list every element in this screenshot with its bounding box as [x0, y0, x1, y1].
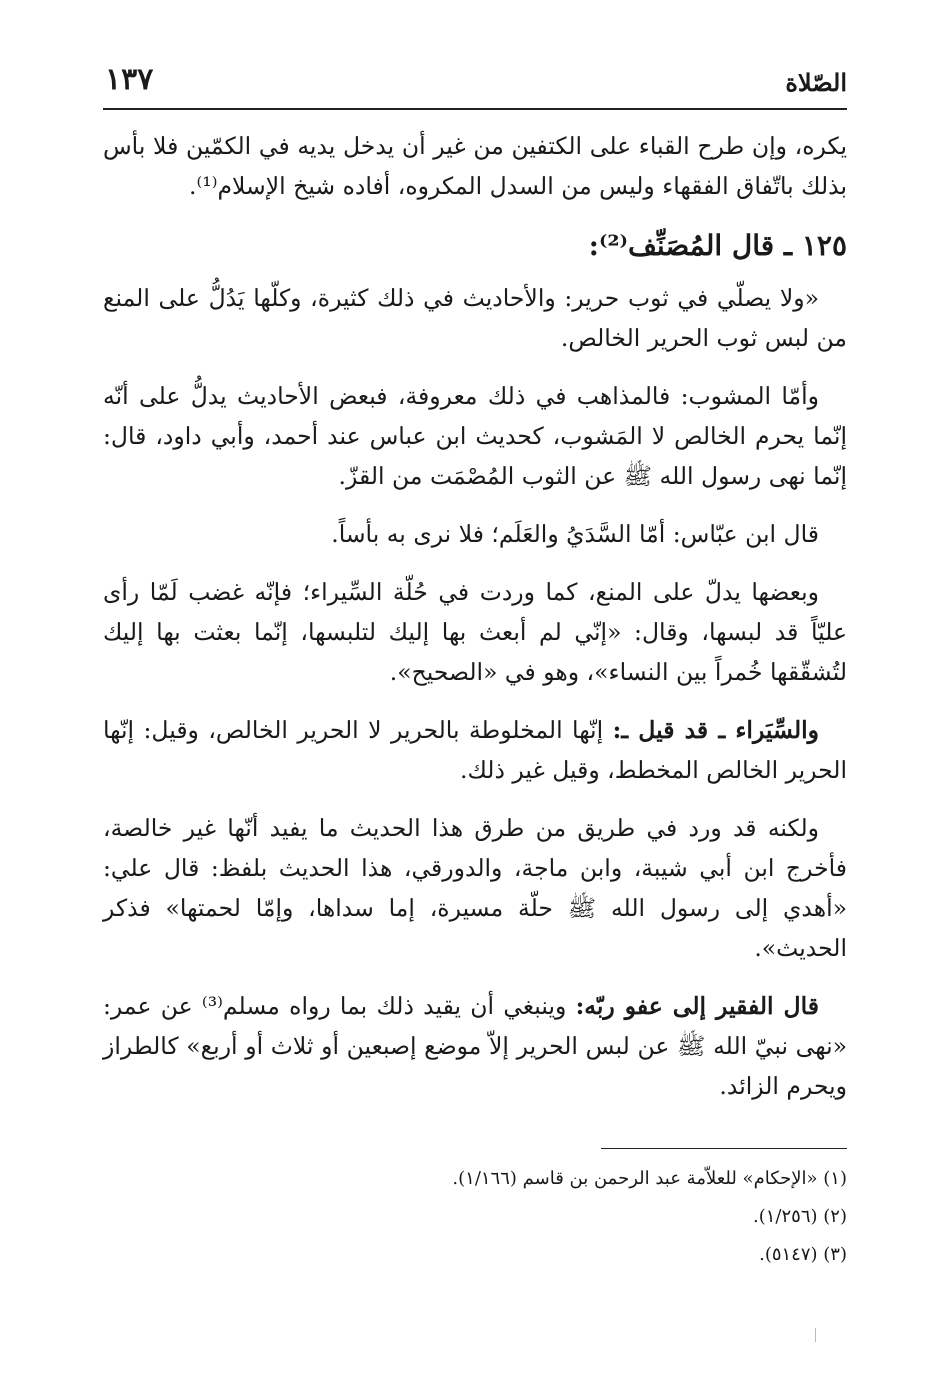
paragraph-8-text: وينبغي أن يقيد ذلك بما رواه مسلم⁽³⁾ عن عمر: «نهى نبيّ الله ﷺ عن لبس الحرير إلاّ موضع إصبعين أو ثلاث أو أربع» كالطراز ويحرم الزائد.	[103, 992, 847, 1100]
paragraph-3: وأمّا المشوب: فالمذاهب في ذلك معروفة، فبعض الأحاديث يدلُّ على أنّه إنّما يحرم الخالص لا المَشوب، كحديث ابن عباس عند أحمد، وأبي داود، قال: إنّما نهى رسول الله ﷺ عن الثوب المُصْمَت من القزّ.	[103, 382, 847, 490]
section-title: الصّلاة	[785, 68, 847, 97]
footnote-3: (٣) (٥١٤٧).	[759, 1244, 847, 1265]
paragraph-4: قال ابن عبّاس: أمّا السَّدَيُ والعَلَم؛ فلا نرى به بأساً.	[331, 520, 819, 548]
page-number: ١٣٧	[105, 62, 154, 97]
paragraph-7: ولكنه قد ورد في طريق من طرق هذا الحديث ما يفيد أنّها غير خالصة، فأخرج ابن أبي شيبة، وابن ماجة، والدورقي، هذا الحديث بلفظ: قال علي: «أهدي إلى رسول الله ﷺ حلّة مسيرة، إما سداها، وإمّا لحمتها» فذكر الحديث».	[103, 814, 847, 962]
footnote-1: (١) «الإحكام» للعلاّمة عبد الرحمن بن قاسم (١/١٦٦).	[452, 1168, 847, 1189]
footnote-2: (٢) (١/٢٥٦).	[753, 1206, 847, 1227]
scan-mark	[815, 1328, 816, 1342]
page-header	[103, 62, 847, 110]
footnotes	[103, 1160, 847, 1274]
paragraph-8	[103, 986, 847, 1106]
page-body	[103, 126, 847, 1124]
paragraph-1: يكره، وإن طرح القباء على الكتفين من غير أن يدخل يديه في الكمّين فلا بأس بذلك باتّفاق الفقهاء وليس من السدل المكروه، أفاده شيخ الإسلام⁽¹⁾.	[103, 132, 847, 200]
paragraph-5: وبعضها يدلّ على المنع، كما وردت في حُلّة السِّيراء؛ فإنّه غضب لَمّا رأى عليّاً قد لبسها، وقال: «إنّي لم أبعث بها إليك لتلبسها، إنّما بعثت بها إليك لتُشقّقها خُمراً بين النساء»، وهو في «الصحيح».	[103, 578, 847, 686]
paragraph-6-lead: والسِّيَراء ـ قد قيل ـ:	[612, 716, 819, 744]
paragraph-8-lead: قال الفقير إلى عفو ربّه:	[575, 992, 819, 1020]
paragraph-6	[103, 710, 847, 790]
paragraph-2: «ولا يصلّي في ثوب حرير: والأحاديث في ذلك كثيرة، وكلّها يَدُلُّ على المنع من لبس ثوب الحرير الخالص.	[103, 284, 847, 352]
footnote-separator	[601, 1148, 847, 1149]
paragraph-6-text: إنّها المخلوطة بالحرير لا الحرير الخالص، وقيل: إنّها الحرير الخالص المخطط، وقيل غير ذلك.	[103, 716, 847, 784]
section-heading: ١٢٥ ـ قال المُصَنِّف⁽²⁾:	[588, 229, 847, 262]
